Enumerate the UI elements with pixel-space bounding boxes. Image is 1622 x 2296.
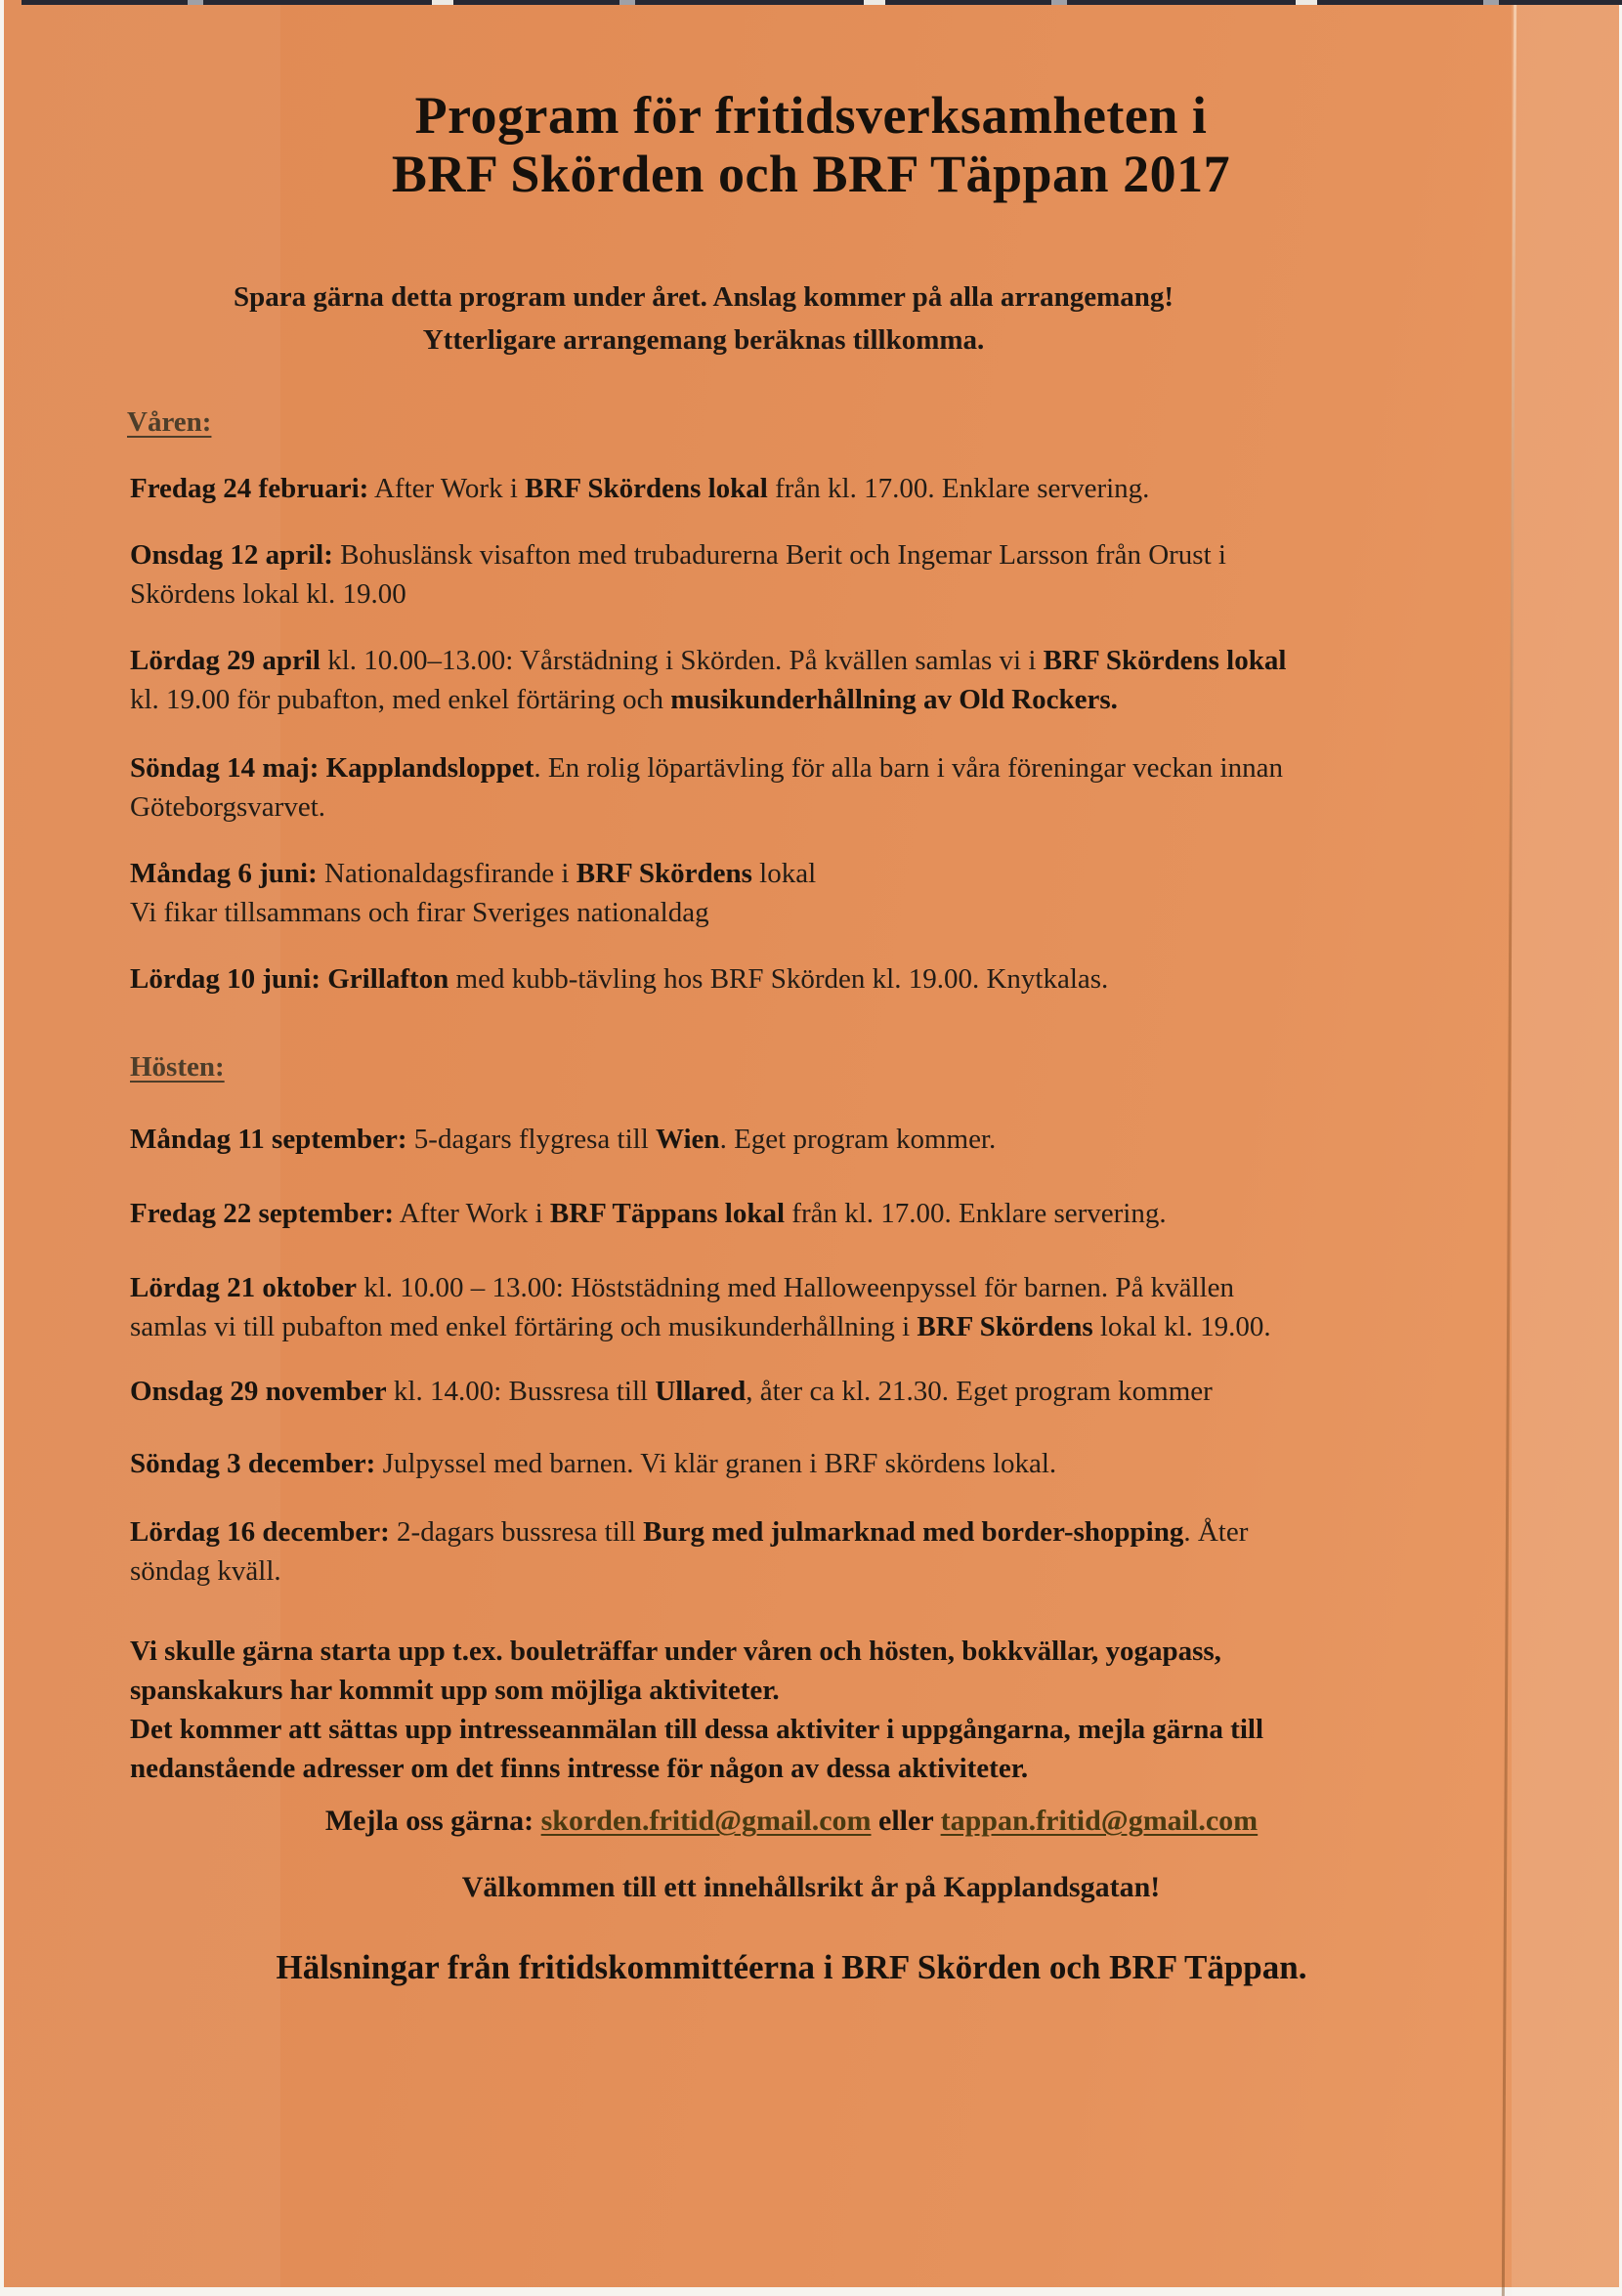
section-heading-spring: Våren: xyxy=(127,406,212,438)
event-item-3-december: Söndag 3 december: Julpyssel med barnen. Vi klär granen i BRF skördens lokal. xyxy=(130,1448,1057,1479)
email-link: skorden.fritid@gmail.com xyxy=(540,1805,872,1837)
event-item-29-november: Onsdag 29 november kl. 14.00: Bussresa till Ullared, åter ca kl. 21.30. Eget program kommer xyxy=(130,1376,1213,1407)
page-title-line1: Program för fritidsverksamheten i xyxy=(414,86,1208,145)
contact-line: Mejla oss gärna: skorden.fritid@gmail.com eller tappan.fritid@gmail.com xyxy=(324,1805,1259,1837)
welcome-line: Välkommen till ett innehållsrikt år på Kapplandsgatan! xyxy=(461,1871,1161,1903)
intro-line2: Ytterligare arrangemang beräknas tillkomma. xyxy=(422,324,985,356)
event-item-22-september: Fredag 22 september: After Work i BRF Täppans lokal från kl. 17.00. Enklare servering. xyxy=(130,1198,1167,1229)
event-item-29-april: Lördag 29 april kl. 10.00–13.00: Vårstädning i Skörden. På kvällen samlas vi i BRF Skördens lokal kl. 19.00 för pubafton, med enkel förtäring och musikunderhållning av Old Rockers. xyxy=(130,645,1287,715)
event-item-10-juni: Lördag 10 juni: Grillafton med kubb-tävling hos BRF Skörden kl. 19.00. Knytkalas. xyxy=(130,963,1109,995)
event-item-21-oktober: Lördag 21 oktober kl. 10.00 – 13.00: Höststädning med Halloweenpyssel för barnen. På kvällen samlas vi till pubafton med enkel förtäring och musikunderhållning i BRF Skördens lokal kl. 19.00. xyxy=(130,1272,1271,1342)
event-item-11-september: Måndag 11 september: 5-dagars flygresa till Wien. Eget program kommer. xyxy=(130,1124,997,1155)
section-heading-autumn: Hösten: xyxy=(130,1051,225,1083)
intro-note xyxy=(0,276,1407,361)
event-item-6-juni: Måndag 6 juni: Nationaldagsfirande i BRF Skördens lokal Vi fikar tillsammans och firar Sveriges nationaldag xyxy=(130,858,817,928)
email-link: tappan.fritid@gmail.com xyxy=(940,1805,1259,1837)
event-item-16-december: Lördag 16 december: 2-dagars bussresa till Burg med julmarknad med border-shopping. Åter söndag kväll. xyxy=(130,1516,1249,1587)
page-title-line2: BRF Skörden och BRF Täppan 2017 xyxy=(391,145,1231,203)
event-item-14-maj: Söndag 14 maj: Kapplandsloppet. En rolig löpartävling för alla barn i våra föreningar veckan innan Göteborgsvarvet. xyxy=(130,752,1283,823)
event-item-12-april: Onsdag 12 april: Bohuslänsk visafton med trubadurerna Berit och Ingemar Larsson från Orust i Skördens lokal kl. 19.00 xyxy=(130,539,1226,610)
intro-line1: Spara gärna detta program under året. Anslag kommer på alla arrangemang! xyxy=(233,281,1174,313)
closing-greeting: Hälsningar från fritidskommittéerna i BRF Skörden och BRF Täppan. xyxy=(276,1948,1307,1986)
page-title xyxy=(0,86,1622,203)
event-item-24-februari: Fredag 24 februari: After Work i BRF Skördens lokal från kl. 17.00. Enklare servering. xyxy=(130,473,1150,504)
activities-note: Vi skulle gärna starta upp t.ex. bouleträffar under våren och hösten, bokkvällar, yogapass, spanskakurs har kommit upp som möjliga aktiviteter. Det kommer att sättas upp intresseanmälan till dessa aktiviter i uppgångarna, mejla gärna till nedanstående adresser om det finns intresse för någon av dessa aktiviteter. xyxy=(130,1636,1264,1784)
